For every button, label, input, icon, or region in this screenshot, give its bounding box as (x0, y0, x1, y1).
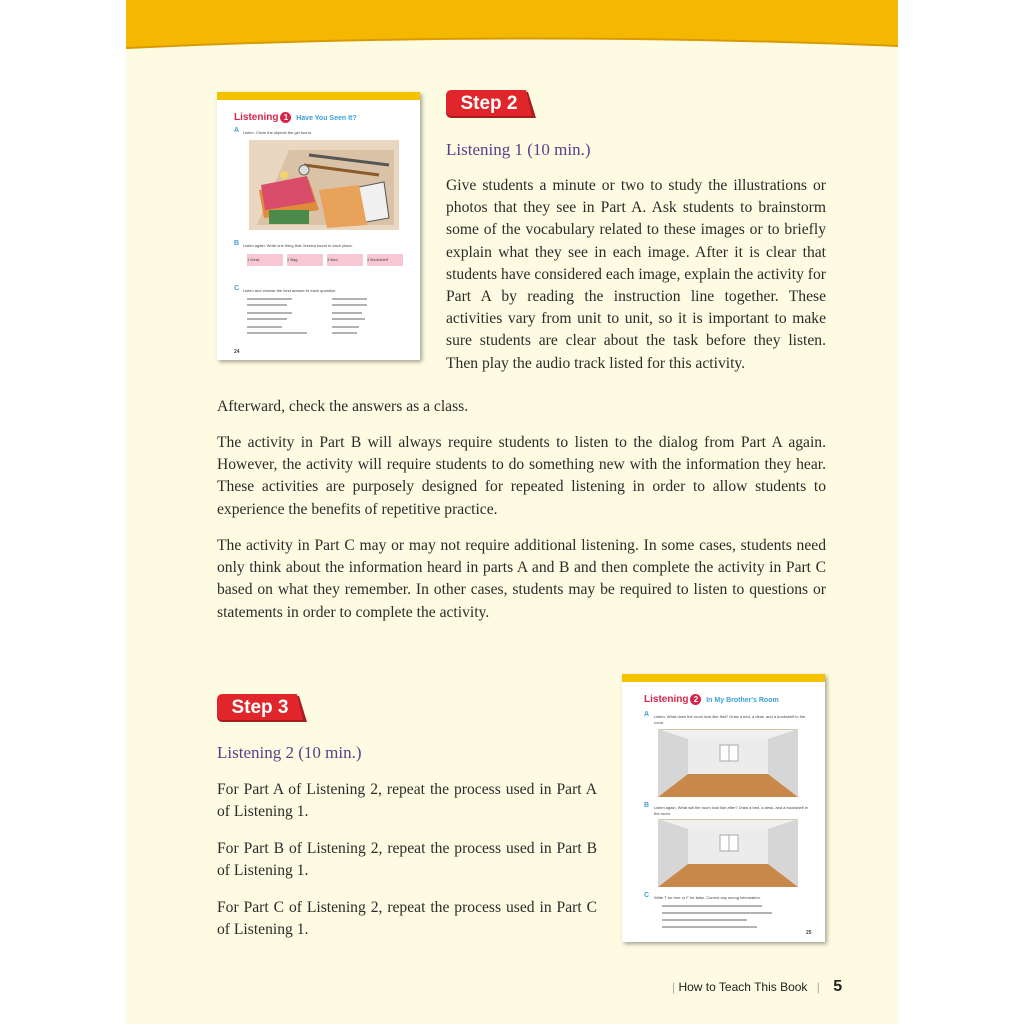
thumb2-subtitle: In My Brother's Room (706, 697, 779, 705)
desk-objects-illustration (249, 140, 399, 230)
step-3-paragraph-a: For Part A of Listening 2, repeat the process used in Part A of Listening 1. (217, 781, 597, 821)
book-page (126, 0, 898, 1024)
thumb2-instruction-a: Listen. What does the room look like first? Draw a bed, a desk, and a bookshelf in the room. (654, 714, 806, 725)
step-2-label: Step 2 (460, 93, 518, 114)
listening-2-page-thumbnail: Listening 2 In My Brother's Room A Listen. What does the room look like first? Draw a bed, a desk, and a bookshelf in the room. B Listen again. What will the room look like after? Draw a bed, a desk, and a bookshelf in the room. C Write T for true or F for false. Correct any wrong information. 25 (622, 674, 825, 942)
thumb1-instruction-b: Listen again. Write one thing that Jessica found in each place. (243, 243, 353, 248)
step-2-badge (446, 90, 538, 120)
empty-room-illustration-a (658, 729, 798, 797)
thumb2-number: 2 (690, 694, 701, 705)
thumb1-subtitle: Have You Seen It? (296, 115, 357, 123)
step-3-badge (217, 694, 309, 724)
thumb2-statement-lines (662, 903, 802, 933)
top-color-band (126, 0, 898, 50)
step-3-paragraph-c: For Part C of Listening 2, repeat the process used in Part C of Listening 1. (217, 899, 597, 939)
step-2-paragraph-2: The activity in Part B will always require students to listen to the dialog from Part A again. However, the activity will require students to do something new with the information they hear. These activities are purposely designed for repeated listening in order to allow students to experience the benefits of repetitive practice. (217, 434, 826, 518)
thumb1-chip-1: 1 Desk (247, 254, 283, 266)
thumb1-chip-3: 3 Bed (327, 254, 363, 266)
step-2-paragraph-1: Give students a minute or two to study the illustrations or photos that they see in Part A. Ask students to brainstorm some of the vocabulary related to these images or to briefly explain what they see in each image. After it is clear that students have considered each image, explain the activity for Part A by reading the instruction line together. These activities vary from unit to unit, so it is important to make sure students are clear about the task before they listen. Then play the audio track listed for this activity. (446, 177, 826, 372)
thumb1-page-number: 24 (234, 349, 240, 355)
step-2-paragraph-3: The activity in Part C may or may not require additional listening. In some cases, students need only think about the information heard in parts A and B and then complete the activity in Part C based on what they remember. In other cases, students may be required to listen to questions or statements in order to complete the activity. (217, 537, 826, 621)
thumb2-instruction-b: Listen again. What will the room look like after? Draw a bed, a desk, and a bookshelf in the room. (654, 805, 808, 816)
thumb1-instruction-c: Listen and choose the best answer to each question. (243, 288, 337, 293)
footer-label: How to Teach This Book (678, 980, 808, 994)
listening-2-heading: Listening 2 (10 min.) (217, 743, 362, 762)
thumb2-page-number: 25 (806, 930, 812, 936)
thumb1-question-lines (247, 296, 397, 341)
page-footer: | How to Teach This Book | 5 (672, 978, 843, 995)
thumb1-chip-4: 4 Bookshelf (367, 254, 403, 266)
empty-room-illustration-b (658, 819, 798, 887)
thumb1-instruction-a: Listen. Circle the objects the girl found. (243, 130, 312, 135)
listening-1-page-thumbnail: Listening 1 Have You Seen It? A Listen. Circle the objects the girl found. B Listen again. Write one thing that Jessica found in each place. 1 Desk 2 Bag 3 Bed 4 Bookshelf C Listen and choose the best answer to each question. 24 (217, 92, 420, 360)
thumb2-instruction-c: Write T for true or F for false. Correct any wrong information. (654, 895, 761, 900)
footer-page-number: 5 (833, 978, 843, 995)
thumb1-number: 1 (280, 112, 291, 123)
thumb1-title: Listening (234, 112, 279, 124)
thumb1-chip-2: 2 Bag (287, 254, 323, 266)
step-3-label: Step 3 (231, 697, 289, 718)
step-2-paragraph-1-end: Afterward, check the answers as a class. (217, 398, 469, 415)
listening-1-heading: Listening 1 (10 min.) (446, 140, 591, 159)
step-3-paragraph-b: For Part B of Listening 2, repeat the process used in Part B of Listening 1. (217, 840, 597, 880)
thumb2-title: Listening (644, 694, 689, 706)
